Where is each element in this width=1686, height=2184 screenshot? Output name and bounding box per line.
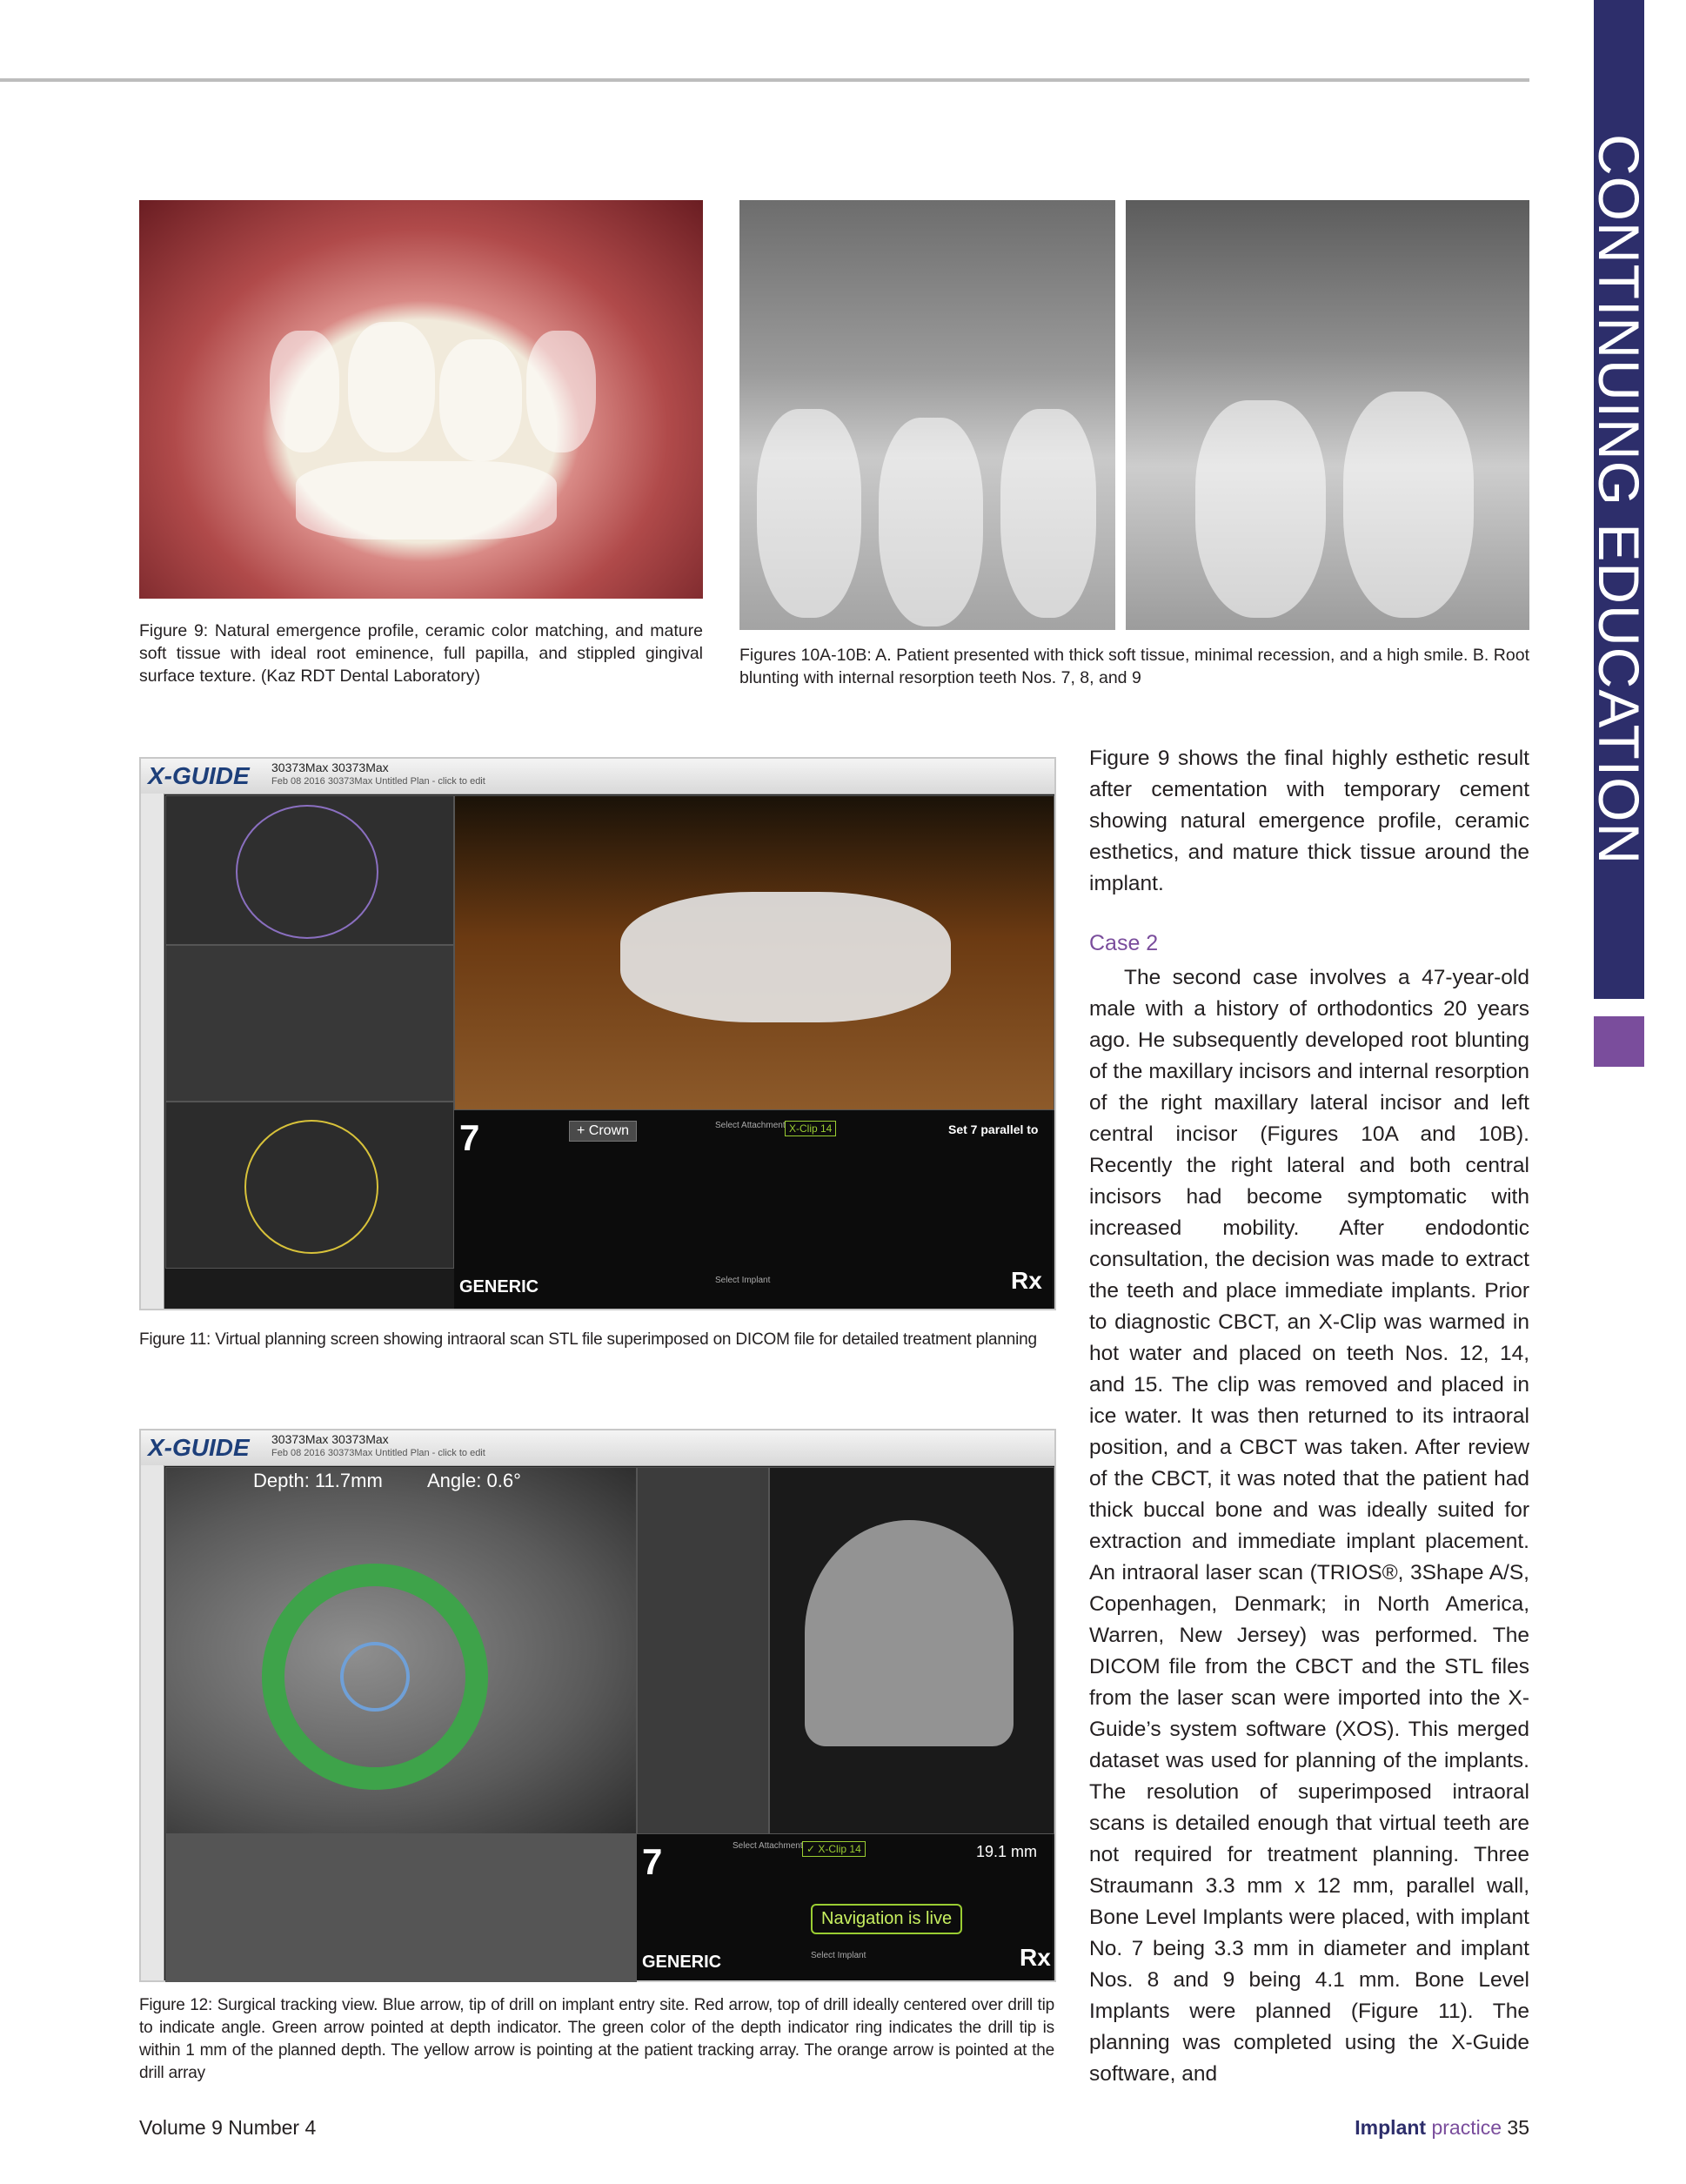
article-paragraph-1: Figure 9 shows the final highly esthetic result after cementation with temporary cement showing natural emergence profile, ceramic esthetics, and mature thick tissue around the implant. [1089,747,1529,895]
plan-name: 30373Max 30373Max [271,760,389,774]
left-tool-strip [141,1465,164,1980]
figure-9-photo [139,200,703,599]
plan-date: Feb 08 2016 30373Max Untitled Plan - click to edit [271,776,485,787]
attachment-label: Select Attachment [715,1121,786,1130]
figure-12-caption: Figure 12: Surgical tracking view. Blue arrow, tip of drill on implant entry site. Red arrow, top of drill ideally centered over drill tip to indicate angle. Green arrow pointed at depth indicator. The green color of the depth indicator ring indicates the drill tip is within 1 mm of the planned depth. The yellow arrow is pointing at the patient tracking array. The orange arrow is pointed at the drill array [139,1996,1054,2082]
brand-label: GENERIC [459,1277,539,1296]
left-tool-strip [141,794,164,1309]
tooth-shape [348,322,435,452]
navigation-status: Navigation is live [811,1904,962,1934]
tooth-shape [1343,392,1474,618]
figure-10b-radiograph [1126,200,1529,630]
angle-readout: Angle: 0.6° [427,1470,521,1491]
rx-icon: Rx [1011,1267,1042,1294]
cross-section-views [637,1467,769,1834]
figure-11-planning-screen [139,757,1056,1310]
page-number: 35 [1507,2116,1529,2139]
distance-readout: 19.1 mm [976,1843,1038,1860]
arch-scan-view [769,1467,1054,1834]
coronal-view [165,1102,454,1269]
arch-outline [236,805,378,939]
implant-control-panel [454,1110,1053,1309]
tooth-shape [879,418,983,626]
navigation-panel [637,1834,1053,1980]
sagittal-view [165,945,454,1102]
section-tab [1587,0,1651,999]
magazine-name-bold: Implant [1355,2116,1427,2139]
footer-volume: Volume 9 Number 4 [139,2116,317,2139]
tooth-number: 7 [459,1117,480,1158]
tooth-shape [757,409,861,618]
figure-10a-radiograph [739,200,1115,630]
figure-12-tracking-screen [139,1429,1056,1982]
axial-view [165,795,454,945]
select-implant-label: Select Implant [811,1951,866,1960]
app-toolbar [141,1430,1054,1466]
select-implant-label: Select Implant [715,1276,771,1285]
xguide-logo: X-GUIDE [148,762,250,789]
implant-ring [244,1120,378,1254]
arch-scan-shape [805,1520,1014,1746]
brand-label: GENERIC [642,1953,722,1972]
tooth-shape [270,331,339,452]
article-paragraph-2: The second case involves a 47-year-old male with a history of orthodontics 20 years ago. He subsequently developed root blunting of the maxillary incisors and internal resorption of the right maxillary lateral incisor and left central incisor (Figures 10A and 10B). Recently the right lateral and both central incisors had become symptomatic with increased mobility. After endodontic consultation, the decision was made to extract the teeth and place immediate implants. Prior to diagnostic CBCT, an X-Clip was warmed in hot water and placed on teeth Nos. 12, 14, and 15. The clip was removed and placed in ice water. It was then returned to its intraoral position, and a CBCT was taken. After review of the CBCT, it was noted that the patient had thick buccal bone and was ideally suited for extraction and immediate implant placement. An intraoral laser scan (TRIOS®, 3Shape A/S, Copenhagen, Denmark; in North America, Warren, New Jersey) was performed. The DICOM file from the CBCT and the STL files from the laser scan were imported into the X-Guide’s system software (XOS). This merged dataset was used for planning of the implants. The resolution of superimposed intraoral scans is detailed enough that virtual teeth are not required for treatment planning. Three Straumann 3.3 mm x 12 mm, parallel wall, Bone Level Implants were placed, with implant No. 7 being 3.3 mm in diameter and implant Nos. 8 and 9 being 4.1 mm. Bone Level Implants were planned (Figure 11). The planning was completed using the X-Guide software, and [1089,966,1529,2086]
top-rule [0,78,1529,82]
attachment-label: Select Attachment [733,1841,803,1851]
tooth-shape [1195,400,1326,618]
figure-11-caption: Figure 11: Virtual planning screen showing intraoral scan STL file superimposed on DICOM file for detailed treatment planning [139,1330,1037,1349]
tracking-3d-view [165,1467,637,1834]
case-2-heading: Case 2 [1089,931,1159,955]
attachment-value[interactable]: ✓ X-Clip 14 [802,1841,866,1857]
footer-magazine [1355,2116,1529,2140]
parallel-label: Set 7 parallel to [948,1122,1039,1136]
dental-scan-shape [620,892,951,1022]
crown-button[interactable]: + Crown [569,1121,637,1142]
3d-render-view [454,795,1054,1110]
camera-views [165,1834,637,1982]
lower-teeth-shape [296,461,557,539]
rx-icon: Rx [1020,1944,1051,1971]
tooth-shape [439,339,522,461]
attachment-value[interactable]: X-Clip 14 [785,1121,836,1136]
drill-target [340,1642,410,1712]
section-accent [1594,1016,1644,1067]
plan-name: 30373Max 30373Max [271,1432,389,1446]
tooth-shape [1000,409,1096,618]
section-tab-label: CONTINUING EDUCATION [1587,133,1651,866]
depth-readout: Depth: 11.7mm [253,1470,383,1491]
app-toolbar [141,759,1054,794]
plan-date: Feb 08 2016 30373Max Untitled Plan - click to edit [271,1448,485,1458]
xguide-logo: X-GUIDE [148,1434,250,1461]
figure-9-caption: Figure 9: Natural emergence profile, ceramic color matching, and mature soft tissue with ideal root eminence, full papilla, and stippled gingival surface texture. (Kaz RDT Dental Laboratory) [139,621,703,686]
tooth-number: 7 [642,1841,663,1882]
magazine-name-rest: practice [1431,2116,1502,2139]
tooth-shape [526,331,596,452]
figure-10-caption: Figures 10A-10B: A. Patient presented with thick soft tissue, minimal recession, and a high smile. B. Root blunting with internal resorption teeth Nos. 7, 8, and 9 [739,646,1529,687]
